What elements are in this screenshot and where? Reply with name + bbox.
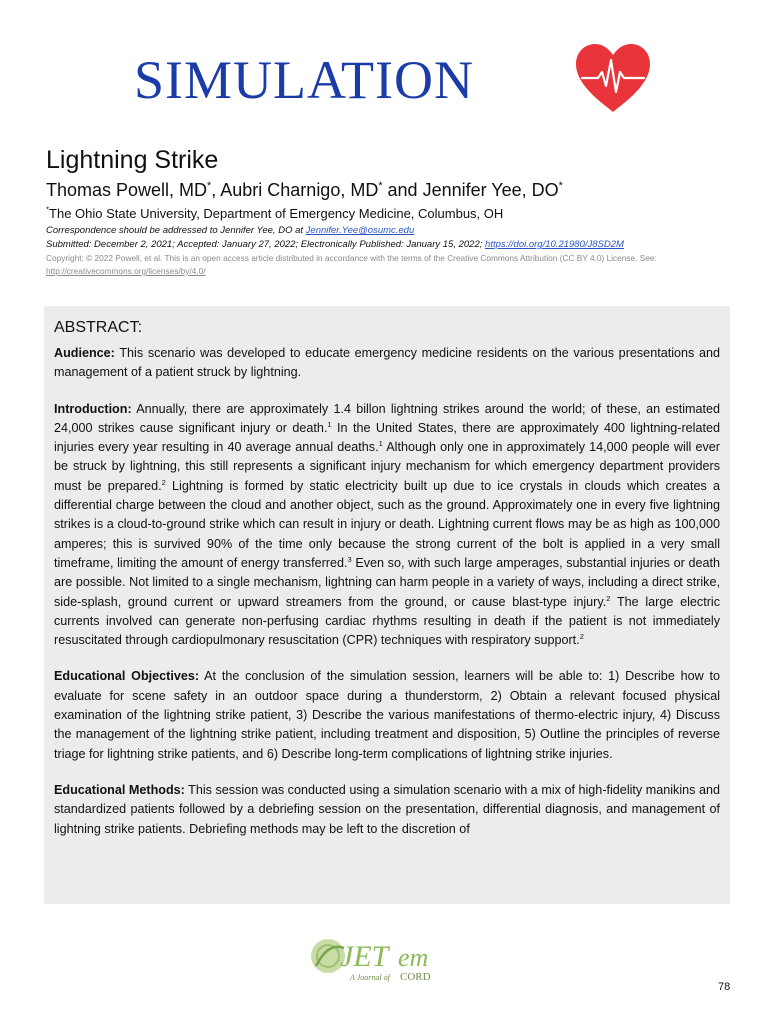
- audience-text: This scenario was developed to educate emergency medicine residents on the various presentations and management of a patient struck by lightning.: [54, 346, 720, 380]
- abstract-introduction: [54, 400, 720, 651]
- reference-mark: 2: [579, 631, 584, 641]
- author-separator: and: [382, 180, 423, 200]
- reference-mark: 3: [347, 554, 352, 564]
- intro-text: In the United States, there are approximately 400 lightning-related injuries every year resulting in 40 average annual deaths.: [54, 420, 720, 455]
- author-mark: *: [207, 180, 212, 192]
- copyright-text: Copyright: © 2022 Powell, et al. This is an open access article distributed in accordance with the terms of the Creative Commons Attribution (CC BY 4.0) License. See:: [46, 253, 657, 263]
- logo-main-text: JET: [340, 940, 389, 973]
- logo-sub-prefix: A Journal of: [350, 973, 390, 982]
- abstract-box: [44, 306, 730, 904]
- objectives-text: At the conclusion of the simulation session, learners will be able to: 1) Describe how to evaluate for scene safety in an outdoor space during a thunderstorm, 2) Obtain a relevant focused physical examination of the lightning strike patient, 3) Describe the various manifestations of thermo-electric injury, 4) Discuss the management of the lightning strike patient, including treatment and disposition, 5) Outline the principles of reverse triage for lightning strike patients, and 6) Describe long-term complications of lightning strike injuries.: [54, 669, 720, 761]
- author-name: Jennifer Yee, DO: [422, 180, 559, 200]
- license-link[interactable]: http://creativecommons.org/licenses/by/4.0/: [46, 266, 206, 276]
- abstract-audience: [54, 344, 720, 383]
- intro-text: Lightning is formed by static electricity built up due to ice crystals in clouds which creates a differential charge between the cloud and another object, such as the ground. Approximately one in every five lightning strikes is a cloud-to-ground strike which can result in injury or death. Lightning current flows may be as high as 100,000 amperes; this is survived 90% of the time only because the strong current of the bolt is applied in a very small timeframe, limiting the amount of energy transferred.: [54, 478, 720, 570]
- reference-mark: 1: [378, 439, 383, 448]
- logo-em-text: em: [398, 943, 429, 972]
- author-name: Thomas Powell, MD: [46, 180, 208, 200]
- author-mark: *: [378, 180, 383, 192]
- correspondence-email-link[interactable]: Jennifer.Yee@osumc.edu: [305, 225, 415, 236]
- masthead-title: SIMULATION: [134, 50, 474, 110]
- affiliation: [46, 205, 503, 223]
- methods-label: Educational Methods:: [54, 782, 185, 797]
- intro-text: Although only one in approximately 14,000 people will ever be struck by lightning, this still represents a significant injury mechanism for which emergency department providers must be prepared.: [54, 440, 721, 493]
- author-separator: ,: [211, 180, 221, 200]
- intro-text: The large electric currents involved can generate non-perfusing cardiac rhythms resulting in death if the patient is not immediately resuscitated through cardiopulmonary resuscitation (CPR) techniques with respiratory support.: [54, 594, 720, 648]
- jetem-logo: [306, 930, 446, 990]
- audience-label: Audience:: [54, 346, 115, 360]
- journal-masthead: [134, 42, 654, 122]
- author-mark: *: [558, 180, 563, 192]
- doi-link[interactable]: https://doi.org/10.21980/J8SD2M: [485, 239, 624, 250]
- submission-dates: [46, 238, 624, 252]
- reference-mark: 1: [327, 419, 332, 429]
- submission-text: Submitted: December 2, 2021; Accepted: January 27, 2022; Electronically Published: January 15, 2022;: [46, 239, 486, 250]
- affiliation-mark: *: [46, 205, 50, 215]
- page-number: 78: [718, 981, 731, 993]
- copyright-notice: [46, 252, 726, 278]
- heart-icon: [574, 42, 652, 114]
- correspondence-line: [46, 224, 414, 238]
- logo-sub-org: CORD: [400, 971, 431, 983]
- author-name: Aubri Charnigo, MD: [220, 180, 379, 200]
- intro-text: Annually, there are approximately 1.4 billon lightning strikes around the world; of these, an estimated 24,000 strikes cause significant injury or death.: [54, 401, 720, 435]
- reference-mark: 2: [161, 477, 166, 487]
- introduction-label: Introduction:: [54, 401, 132, 416]
- correspondence-prefix: Correspondence should be addressed to Jennifer Yee, DO at: [46, 225, 306, 236]
- abstract-heading: ABSTRACT:: [54, 319, 143, 336]
- affiliation-text: The Ohio State University, Department of Emergency Medicine, Columbus, OH: [49, 206, 504, 221]
- intro-text: Even so, with such large amperages, substantial injuries or death are possible. Not limited to a single mechanism, lightning can harm people in a variety of ways, including a direct strike, side-splash, ground current or upward streamers from the ground, or cause blast-type injury.: [54, 555, 720, 609]
- reference-mark: 2: [606, 593, 611, 603]
- methods-text: This session was conducted using a simulation scenario with a mix of high-fidelity manikins and standardized patients followed by a debriefing session on the presentation, differential diagnosis, and management of lightning strike patients. Debriefing methods may be left to the discretion of: [54, 782, 720, 836]
- author-list: [46, 178, 563, 202]
- abstract-objectives: [54, 667, 720, 763]
- article-title: Lightning Strike: [46, 146, 219, 174]
- objectives-label: Educational Objectives:: [54, 669, 200, 684]
- abstract-methods: [54, 781, 720, 839]
